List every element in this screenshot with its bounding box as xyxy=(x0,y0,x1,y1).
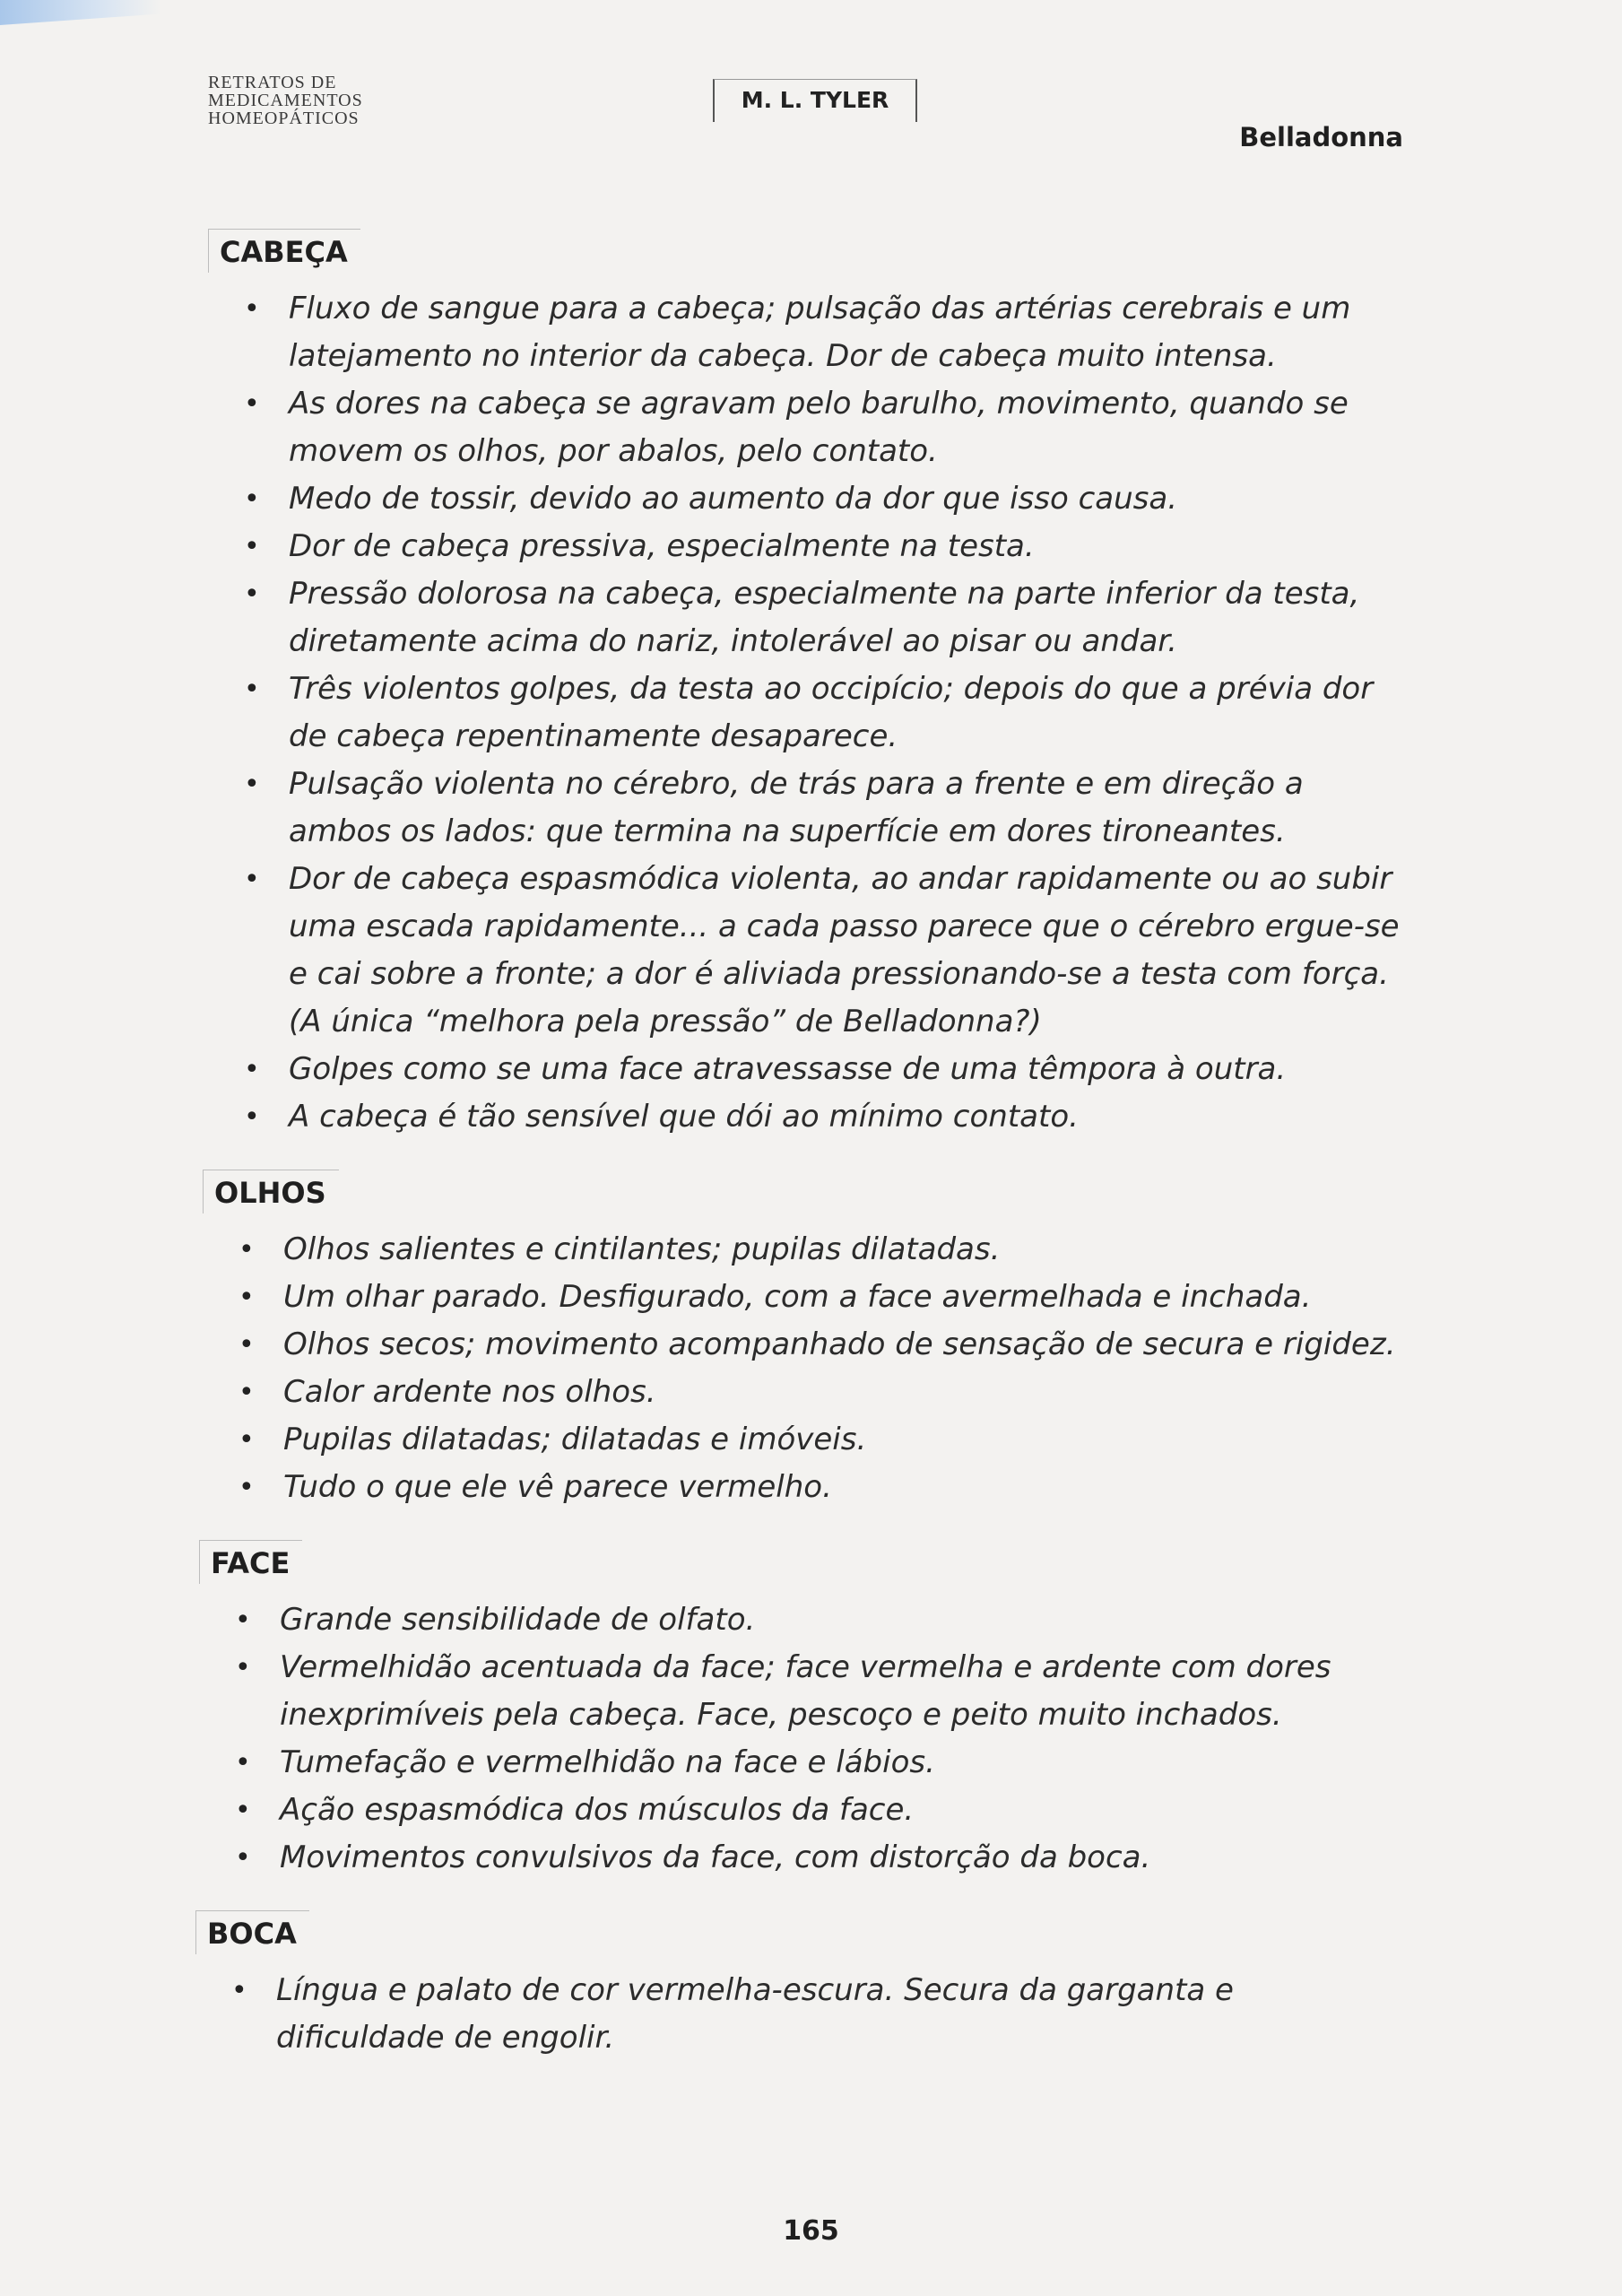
bullet-list xyxy=(199,1596,1409,1882)
list-item-text: Tumefação e vermelhidão na face e lábios. xyxy=(280,1744,935,1780)
bullet-list xyxy=(203,1226,1409,1511)
list-item-text: Movimentos convulsivos da face, com distorção da boca. xyxy=(280,1839,1151,1875)
list-item xyxy=(199,1596,1409,1644)
section-heading: CABEÇA xyxy=(208,229,360,273)
bullet-icon: • xyxy=(235,1795,251,1826)
section-heading: FACE xyxy=(199,1540,302,1584)
list-item-text: Medo de tossir, devido ao aumento da dor que isso causa. xyxy=(289,481,1178,517)
bullet-icon: • xyxy=(244,1101,260,1133)
bullet-icon: • xyxy=(244,1054,260,1085)
bullet-icon: • xyxy=(244,769,260,800)
bullet-icon: • xyxy=(244,293,260,325)
list-item xyxy=(199,1644,1409,1739)
bullet-icon: • xyxy=(244,388,260,420)
list-item xyxy=(208,761,1409,856)
bullet-icon: • xyxy=(239,1329,255,1361)
series-logo xyxy=(208,74,363,127)
section-heading: OLHOS xyxy=(203,1170,339,1213)
list-item xyxy=(203,1226,1409,1274)
list-item xyxy=(203,1321,1409,1369)
bullet-list xyxy=(195,1967,1409,2062)
list-item-text: Vermelhidão acentuada da face; face vermelha e ardente com dores inexprimíveis pela cabeça. Face, pescoço e peito muito inchados. xyxy=(280,1649,1331,1733)
page-number: 165 xyxy=(783,2215,839,2247)
list-item xyxy=(208,1093,1409,1141)
bullet-icon: • xyxy=(244,674,260,705)
list-item-text: Grande sensibilidade de olfato. xyxy=(280,1602,756,1638)
bullet-icon: • xyxy=(244,483,260,515)
series-logo-line-3: HOMEOPÁTICOS xyxy=(208,109,360,128)
section-face xyxy=(199,1540,1409,1882)
list-item-text: Dor de cabeça pressiva, especialmente na testa. xyxy=(289,528,1035,564)
list-item-text: Ação espasmódica dos músculos da face. xyxy=(280,1792,915,1828)
list-item xyxy=(203,1369,1409,1416)
list-item-text: Tudo o que ele vê parece vermelho. xyxy=(283,1469,832,1505)
list-item xyxy=(208,665,1409,761)
list-item-text: Língua e palato de cor vermelha-escura. Secura da garganta e dificuldade de engolir. xyxy=(276,1972,1234,2056)
list-item xyxy=(208,475,1409,523)
section-heading: BOCA xyxy=(195,1910,309,1954)
list-item-text: Olhos salientes e cintilantes; pupilas dilatadas. xyxy=(283,1231,1001,1267)
page-content xyxy=(208,229,1409,2091)
section-olhos xyxy=(203,1170,1409,1511)
list-item xyxy=(208,285,1409,380)
bullet-icon: • xyxy=(235,1652,251,1683)
list-item-text: Um olhar parado. Desfigurado, com a face avermelhada e inchada. xyxy=(283,1279,1312,1315)
bullet-icon: • xyxy=(235,1842,251,1874)
bullet-icon: • xyxy=(231,1975,247,2006)
list-item xyxy=(203,1464,1409,1511)
list-item xyxy=(199,1787,1409,1834)
list-item-text: Pulsação violenta no cérebro, de trás para a frente e em direção a ambos os lados: que termina na superfície em dores tironeantes. xyxy=(289,766,1304,849)
list-item xyxy=(208,523,1409,570)
bullet-icon: • xyxy=(239,1424,255,1456)
list-item xyxy=(199,1834,1409,1882)
list-item-text: As dores na cabeça se agravam pelo barulho, movimento, quando se movem os olhos, por abalos, pelo contato. xyxy=(289,386,1349,469)
bullet-icon: • xyxy=(235,1747,251,1779)
section-cabeca xyxy=(208,229,1409,1141)
list-item-text: Fluxo de sangue para a cabeça; pulsação das artérias cerebrais e um latejamento no interior da cabeça. Dor de cabeça muito intensa. xyxy=(289,291,1351,374)
list-item-text: Calor ardente nos olhos. xyxy=(283,1374,656,1410)
bullet-icon: • xyxy=(239,1282,255,1313)
list-item-text: A cabeça é tão sensível que dói ao mínimo contato. xyxy=(289,1099,1079,1135)
list-item xyxy=(199,1739,1409,1787)
bullet-icon: • xyxy=(239,1377,255,1408)
list-item xyxy=(208,380,1409,475)
list-item-text: Dor de cabeça espasmódica violenta, ao andar rapidamente ou ao subir uma escada rapidamente... a cada passo parece que o cérebro ergue-se e cai sobre a fronte; a dor é aliviada pressionando-se a testa com força. (A única “melhora pela pressão” de Belladonna?) xyxy=(289,861,1400,1039)
section-boca xyxy=(195,1910,1409,2062)
list-item xyxy=(203,1274,1409,1321)
list-item-text: Olhos secos; movimento acompanhado de sensação de secura e rigidez. xyxy=(283,1326,1396,1362)
bullet-icon: • xyxy=(239,1234,255,1265)
bullet-icon: • xyxy=(244,531,260,562)
list-item-text: Pressão dolorosa na cabeça, especialmente na parte inferior da testa, diretamente acima do nariz, intolerável ao pisar ou andar. xyxy=(289,576,1360,659)
list-item-text: Três violentos golpes, da testa ao occipício; depois do que a prévia dor de cabeça repentinamente desaparece. xyxy=(289,671,1374,754)
bullet-icon: • xyxy=(235,1605,251,1636)
bullet-icon: • xyxy=(244,578,260,610)
list-item-text: Pupilas dilatadas; dilatadas e imóveis. xyxy=(283,1422,867,1457)
author-name: M. L. TYLER xyxy=(713,79,917,122)
running-head-title: Belladonna xyxy=(1239,122,1403,152)
bullet-icon: • xyxy=(244,864,260,895)
bullet-icon: • xyxy=(239,1472,255,1503)
series-logo-line-1: RETRATOS DE xyxy=(208,73,337,92)
corner-color-mark xyxy=(0,0,161,25)
list-item xyxy=(195,1967,1409,2062)
list-item-text: Golpes como se uma face atravessasse de uma têmpora à outra. xyxy=(289,1051,1287,1087)
list-item xyxy=(208,570,1409,665)
list-item xyxy=(208,856,1409,1046)
series-logo-line-2: MEDICAMENTOS xyxy=(208,91,363,110)
list-item xyxy=(203,1416,1409,1464)
bullet-list xyxy=(208,285,1409,1141)
list-item xyxy=(208,1046,1409,1093)
